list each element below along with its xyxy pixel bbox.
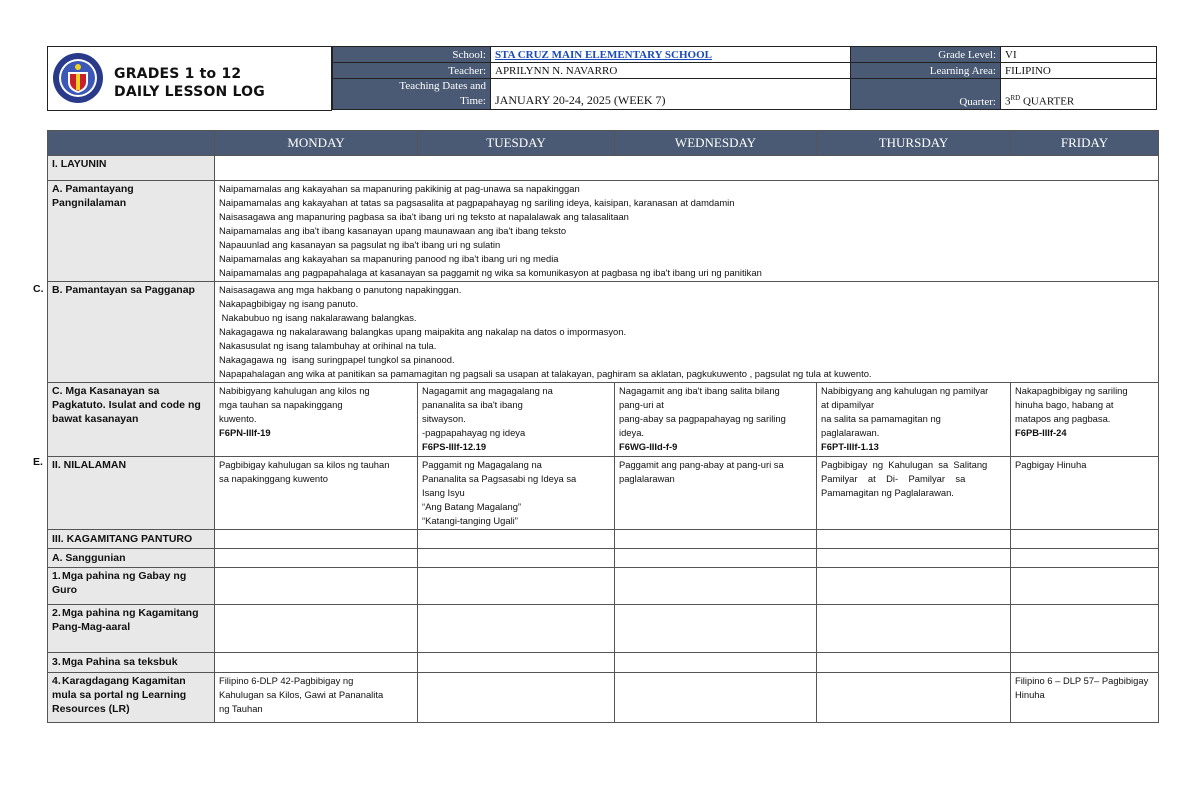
karagdagan-thu [817, 673, 1011, 723]
nilalaman-tue-line: Paggamit ng Magagalang na [422, 459, 542, 470]
nilalaman-fri-line: Pagbigay Hinuha [1015, 459, 1087, 470]
nilalaman-mon-line: Pagbibigay kahulugan sa kilos ng tauhan [219, 459, 390, 470]
dates-label-line-2: Time: [460, 95, 486, 107]
nilalaman-tue-line: Isang Isyu [422, 487, 465, 498]
dates-value: JANUARY 20-24, 2025 (WEEK 7) [491, 79, 851, 110]
teksbuk-thu [817, 653, 1011, 673]
pagganap-line-6: Nakagagawa ng isang suringpapel tungkol sa pinanood. [219, 354, 455, 365]
gabay-label: Mga pahina ng Gabay ng Guro [52, 570, 187, 596]
karagdagan-label: Karagdagang Kagamitan mula sa portal ng Learning Resources (LR) [52, 675, 187, 715]
teacher-value: APRILYNN N. NAVARRO [491, 63, 851, 79]
kagamitang-number: 2. [52, 607, 61, 619]
pagganap-line-2: Nakapagbibigay ng isang panuto. [219, 298, 359, 309]
kagamitan-thu [817, 530, 1011, 549]
teacher-label: Teacher: [333, 63, 491, 79]
gabay-tue [418, 568, 615, 605]
teksbuk-mon [215, 653, 418, 673]
karagdagan-monday [215, 673, 418, 723]
teksbuk-tue [418, 653, 615, 673]
sanggunian-mon [215, 549, 418, 568]
area-value: FILIPINO [1001, 63, 1157, 79]
day-wednesday: WEDNESDAY [615, 131, 817, 156]
nilalaman-label: II. NILALAMAN [48, 457, 215, 530]
title-line-1: GRADES 1 to 12 [114, 66, 242, 82]
quarter-value [1001, 79, 1157, 110]
sanggunian-wed [615, 549, 817, 568]
kasanayan-wed-line: ideya. [619, 427, 645, 438]
document-title [114, 65, 265, 101]
gabay-label-cell [48, 568, 215, 605]
row-kagamitang-mag-aaral [48, 605, 1159, 653]
nilalaman-thu-line: Pamilyar at Di- Pamilyar sa [821, 473, 966, 484]
pamantayang-line-4: Naipamamalas ang iba't ibang kasanayan upang maunawaan ang iba't ibang teksto [219, 225, 567, 236]
nilalaman-thursday [817, 457, 1011, 530]
kasanayan-mon-code: F6PN-IIIf-19 [219, 427, 271, 438]
sanggunian-thu [817, 549, 1011, 568]
layunin-content [215, 156, 1159, 181]
margin-marker-e: E. [33, 456, 43, 468]
kagamitang-wed [615, 605, 817, 653]
kasanayan-thu-line: na salita sa pamamagitan ng [821, 413, 941, 424]
grade-label: Grade Level: [851, 47, 1001, 63]
pagganap-line-3: Nakabubuo ng isang nakalarawang balangkas. [219, 312, 417, 323]
karagdagan-mon-line: Kahulugan sa Kilos, Gawi at Pananalita [219, 689, 384, 700]
karagdagan-friday [1011, 673, 1159, 723]
kagamitan-fri [1011, 530, 1159, 549]
kagamitang-mon [215, 605, 418, 653]
kagamitan-label: III. KAGAMITANG PANTURO [48, 530, 215, 549]
grade-value: VI [1001, 47, 1157, 63]
pamantayang-line-6: Naipamamalas ang kakayahan sa mapanuring panood ng iba't ibang uri ng media [219, 253, 559, 264]
kasanayan-wed-line: pang-uri at [619, 399, 664, 410]
row-kasanayan [48, 383, 1159, 457]
kasanayan-thu-line: paglalarawan. [821, 427, 880, 438]
karagdagan-wed [615, 673, 817, 723]
sanggunian-label: A. Sanggunian [48, 549, 215, 568]
days-header-blank [48, 131, 215, 156]
kasanayan-tue-line: Nagagamit ang magagalang na [422, 385, 553, 396]
title-line-2: DAILY LESSON LOG [114, 84, 265, 100]
pagganap-line-7: Napapahalagan ang wika at panitikan sa pamamagitan ng pagsali sa usapan at talakayan, paghiram sa aklatan, pagkukuwento , pagsulat ng tula at kuwento. [219, 368, 872, 379]
row-gabay [48, 568, 1159, 605]
kasanayan-wed-line: Nagagamit ang iba't ibang salita bilang [619, 385, 780, 396]
sanggunian-tue [418, 549, 615, 568]
area-label: Learning Area: [851, 63, 1001, 79]
karagdagan-mon-line: Filipino 6-DLP 42-Pagbibigay ng [219, 675, 354, 686]
day-thursday: THURSDAY [817, 131, 1011, 156]
kasanayan-fri-code: F6PB-IIIf-24 [1015, 427, 1067, 438]
kasanayan-monday [215, 383, 418, 457]
kasanayan-fri-line: matapos ang pagbasa. [1015, 413, 1111, 424]
kagamitan-wed [615, 530, 817, 549]
school-label: School: [333, 47, 491, 63]
pamantayang-content [215, 181, 1159, 282]
pamantayang-line-7: Naipamamalas ang pagpapahalaga at kasanayan sa paggamit ng wika sa komunikasyon at pagbasa ng iba't ibang uri ng panitikan [219, 267, 762, 278]
nilalaman-friday [1011, 457, 1159, 530]
nilalaman-tue-line: “Ang Batang Magalang” [422, 501, 522, 512]
day-monday: MONDAY [215, 131, 418, 156]
sanggunian-fri [1011, 549, 1159, 568]
kasanayan-mon-line: kuwento. [219, 413, 257, 424]
day-tuesday: TUESDAY [418, 131, 615, 156]
kasanayan-fri-line: Nakapagbibigay ng sariling [1015, 385, 1128, 396]
layunin-label: I. LAYUNIN [48, 156, 215, 181]
kagamitang-label-cell [48, 605, 215, 653]
pagganap-line-1: Naisasagawa ang mga hakbang o panutong napakinggan. [219, 284, 462, 295]
days-header-row [48, 131, 1159, 156]
gabay-number: 1. [52, 570, 61, 582]
quarter-suffix: RD [1010, 94, 1021, 103]
kagamitang-fri [1011, 605, 1159, 653]
nilalaman-tuesday [418, 457, 615, 530]
teksbuk-label: Mga Pahina sa teksbuk [62, 656, 178, 668]
pagganap-content [215, 282, 1159, 383]
school-link[interactable]: STA CRUZ MAIN ELEMENTARY SCHOOL [495, 48, 712, 61]
teksbuk-label-cell [48, 653, 215, 673]
dates-label [333, 79, 491, 110]
row-layunin [48, 156, 1159, 181]
kasanayan-thu-code: F6PT-IIIf-1.13 [821, 441, 879, 452]
kagamitang-thu [817, 605, 1011, 653]
teksbuk-wed [615, 653, 817, 673]
pamantayang-line-5: Napauunlad ang kasanayan sa pagsulat ng iba't ibang uri ng sulatin [219, 239, 501, 250]
pagganap-label: B. Pamantayan sa Pagganap [48, 282, 215, 383]
pamantayang-label: A. Pamantayang Pangnilalaman [48, 181, 215, 282]
deped-seal-icon [52, 52, 104, 104]
kagamitang-tue [418, 605, 615, 653]
row-karagdagan [48, 673, 1159, 723]
kasanayan-mon-line: mga tauhan sa napakinggang [219, 399, 343, 410]
row-teksbuk [48, 653, 1159, 673]
karagdagan-tue [418, 673, 615, 723]
kasanayan-label: C. Mga Kasanayan sa Pagkatuto. Isulat and code ng bawat kasanayan [48, 383, 215, 457]
nilalaman-tue-line: “Katangi-tanging Ugali” [422, 515, 518, 526]
info-table [332, 46, 1157, 110]
kasanayan-tuesday [418, 383, 615, 457]
nilalaman-monday [215, 457, 418, 530]
row-kagamitan [48, 530, 1159, 549]
nilalaman-thu-line: Pamamagitan ng Paglalarawan. [821, 487, 954, 498]
pamantayang-line-3: Naisasagawa ang mapanuring pagbasa sa iba't ibang uri ng teksto at napalalawak ang talasalitaan [219, 211, 629, 222]
quarter-number: 3 [1005, 96, 1011, 108]
nilalaman-mon-line: sa napakinggang kuwento [219, 473, 328, 484]
kasanayan-thu-line: at dipamilyar [821, 399, 875, 410]
gabay-mon [215, 568, 418, 605]
gabay-thu [817, 568, 1011, 605]
kasanayan-wednesday [615, 383, 817, 457]
kasanayan-thursday [817, 383, 1011, 457]
pamantayang-line-1: Naipamamalas ang kakayahan sa mapanuring pakikinig at pag-unawa sa napakinggan [219, 183, 580, 194]
kasanayan-friday [1011, 383, 1159, 457]
row-sanggunian [48, 549, 1159, 568]
nilalaman-tue-line: Pananalita sa Pagsasabi ng Ideya sa [422, 473, 577, 484]
pagganap-line-5: Nakasusulat ng isang talambuhay at orihinal na tula. [219, 340, 437, 351]
kasanayan-tue-line: pananalita sa iba't ibang [422, 399, 523, 410]
quarter-text: QUARTER [1020, 96, 1075, 108]
row-nilalaman [48, 457, 1159, 530]
quarter-label: Quarter: [851, 79, 1001, 110]
margin-marker-c: C. [33, 283, 44, 295]
nilalaman-wed-line: Paggamit ang pang-abay at pang-uri sa [619, 459, 784, 470]
kagamitan-tue [418, 530, 615, 549]
school-value [491, 47, 851, 63]
day-friday: FRIDAY [1011, 131, 1159, 156]
kasanayan-fri-line: hinuha bago, habang at [1015, 399, 1114, 410]
lesson-log-table [47, 130, 1159, 723]
karagdagan-fri-line: Hinuha [1015, 689, 1045, 700]
teksbuk-fri [1011, 653, 1159, 673]
kasanayan-thu-line: Nabibigyang ang kahulugan ng pamilyar [821, 385, 989, 396]
pagganap-line-4: Nakagagawa ng nakalarawang balangkas upang maipakita ang nakalap na datos o impormasyon. [219, 326, 627, 337]
karagdagan-number: 4. [52, 675, 61, 687]
nilalaman-wed-line: paglalarawan [619, 473, 675, 484]
teksbuk-number: 3. [52, 656, 61, 668]
karagdagan-mon-line: ng Tauhan [219, 703, 263, 714]
row-pamantayan-pagganap [48, 282, 1159, 383]
karagdagan-label-cell [48, 673, 215, 723]
dates-label-line-1: Teaching Dates and [399, 80, 486, 92]
kasanayan-mon-line: Nabibigyang kahulugan ang kilos ng [219, 385, 370, 396]
kasanayan-wed-code: F6WG-IIId-f-9 [619, 441, 678, 452]
kasanayan-tue-line: -pagpapahayag ng ideya [422, 427, 526, 438]
nilalaman-wednesday [615, 457, 817, 530]
nilalaman-thu-line: Pagbibigay ng Kahulugan sa Salitang [821, 459, 988, 470]
kasanayan-tue-code: F6PS-IIIf-12.19 [422, 441, 487, 452]
kasanayan-wed-line: pang-abay sa pagpapahayag ng sariling [619, 413, 786, 424]
pamantayang-line-2: Naipamamalas ang kakayahan at tatas sa pagsasalita at pagpapahayag ng sariling ideya, kaisipan, karanasan at damdamin [219, 197, 735, 208]
kagamitang-label: Mga pahina ng Kagamitang Pang-Mag-aaral [52, 607, 199, 633]
gabay-wed [615, 568, 817, 605]
kasanayan-tue-line: sitwayson. [422, 413, 466, 424]
gabay-fri [1011, 568, 1159, 605]
kagamitan-mon [215, 530, 418, 549]
karagdagan-fri-line: Filipino 6 – DLP 57– Pagbibigay [1015, 675, 1149, 686]
row-pamantayang-pangnilalaman [48, 181, 1159, 282]
